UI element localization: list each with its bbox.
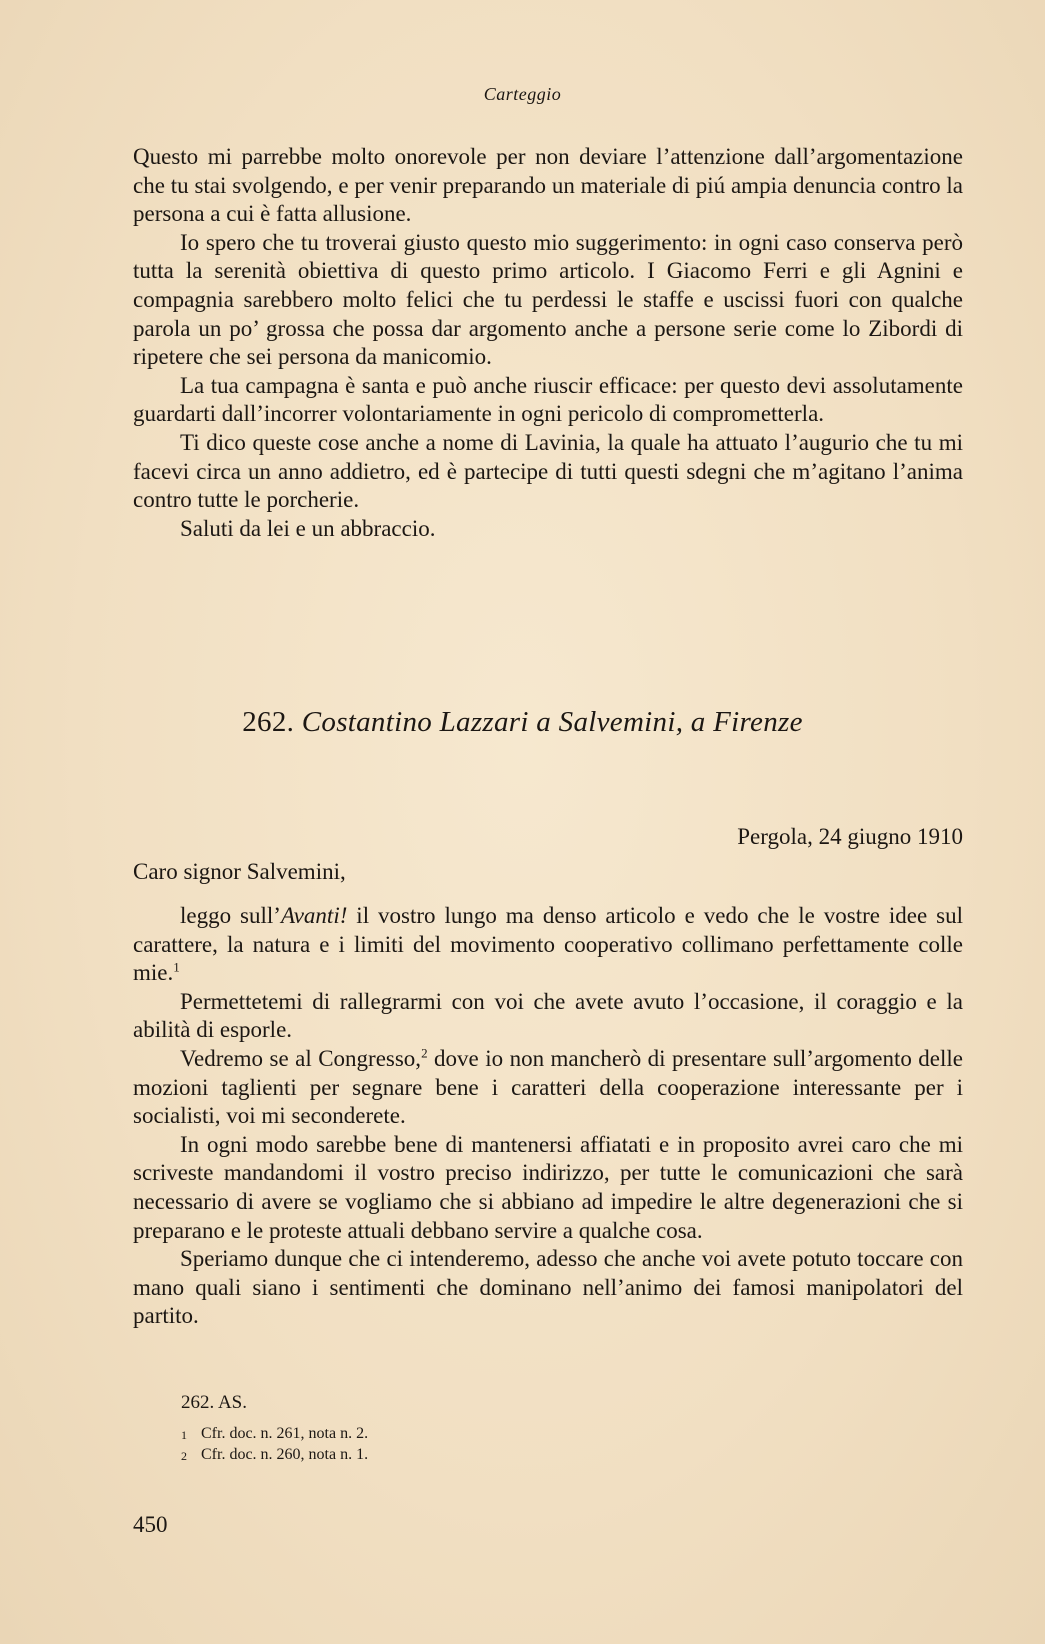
- paragraph: Io spero che tu troverai giusto questo mio suggerimento: in ogni caso conserva però tutta la serenità obiettiva di questo primo articolo. I Giacomo Ferri e gli Agnini e compagnia sarebbero molto felici che tu perdessi le staffe e uscissi fuori con qualche parola un po’ grossa che possa dar argomento anche a persone serie come lo Zibordi di ripetere che sei persona da manicomio.: [133, 229, 963, 370]
- text-run: leggo sull’: [180, 903, 281, 928]
- page-number: 450: [133, 1512, 168, 1537]
- running-head: Carteggio: [483, 84, 562, 104]
- footnotes: [181, 1424, 368, 1466]
- letter-261-continuation: [133, 143, 963, 543]
- footnote-ref: 1: [173, 959, 180, 975]
- document-heading: [0, 706, 1045, 739]
- text-run: dove io non mancherò di presentare sull’argomento delle mozioni taglienti per segnare bene i caratteri della cooperazione interessante per i socialisti, voi mi seconderete.: [133, 1045, 963, 1129]
- paragraph: Speriamo dunque che ci intenderemo, adesso che anche voi avete potuto toccare con mano quali siano i sentimenti che dominano nell’animo dei famosi manipolatori del partito.: [133, 1246, 963, 1329]
- footnote-mark: 2: [181, 1449, 187, 1463]
- paragraph: La tua campagna è santa e può anche riuscir efficace: per questo devi assolutamente guardarti dall’incorrer volontariamente in ogni pericolo di comprometterla.: [133, 372, 963, 427]
- source-note: 262. AS.: [181, 1392, 247, 1413]
- letter-262-body: [133, 902, 963, 1331]
- footnote-text: Cfr. doc. n. 260, nota n. 1.: [201, 1446, 369, 1463]
- dateline: Pergola, 24 giugno 1910: [737, 824, 963, 849]
- paragraph: [133, 902, 963, 988]
- document-title: Costantino Lazzari a Salvemini, a Firenze: [301, 706, 803, 738]
- paragraph: Permettetemi di rallegrarmi con voi che avete avuto l’occasione, il coraggio e la abilità di esporle.: [133, 988, 963, 1043]
- document-number: 262.: [242, 706, 295, 738]
- text-run: il vostro lungo ma denso articolo e vedo che le vostre idee sul carattere, la natura e i limiti del movimento cooperativo collimano perfettamente colle mie.: [133, 903, 963, 986]
- footnote-mark: 1: [181, 1428, 187, 1442]
- paragraph: Questo mi parrebbe molto onorevole per non deviare l’attenzione dall’argomentazione che tu stai svolgendo, e per venir preparando un materiale di piú ampia denuncia contro la persona a cui è fatta allusione.: [133, 144, 963, 227]
- salutation: Caro signor Salvemini,: [133, 859, 346, 884]
- newspaper-title: Avanti!: [280, 903, 348, 928]
- paragraph: In ogni modo sarebbe bene di mantenersi affiatati e in proposito avrei caro che mi scriveste mandandomi il vostro preciso indirizzo, per tutte le comunicazioni che sarà necessario di avere se vogliamo che si abbiano ad impedire le altre degenerazioni che si preparano e le proteste attuali debbano servire a qualche cosa.: [133, 1131, 963, 1243]
- footnote-ref: 2: [421, 1045, 428, 1061]
- paragraph: [133, 1045, 963, 1131]
- text-run: Vedremo se al Congresso,: [180, 1045, 422, 1071]
- paragraph: Saluti da lei e un abbraccio.: [180, 515, 436, 541]
- paragraph: Ti dico queste cose anche a nome di Lavinia, la quale ha attuato l’augurio che tu mi facevi circa un anno addietro, ed è partecipe di tutti questi sdegni che m’agitano l’anima contro tutte le porcherie.: [133, 429, 963, 513]
- footnote: [181, 1424, 368, 1445]
- footnote: [181, 1445, 368, 1466]
- footnote-text: Cfr. doc. n. 261, nota n. 2.: [201, 1425, 369, 1442]
